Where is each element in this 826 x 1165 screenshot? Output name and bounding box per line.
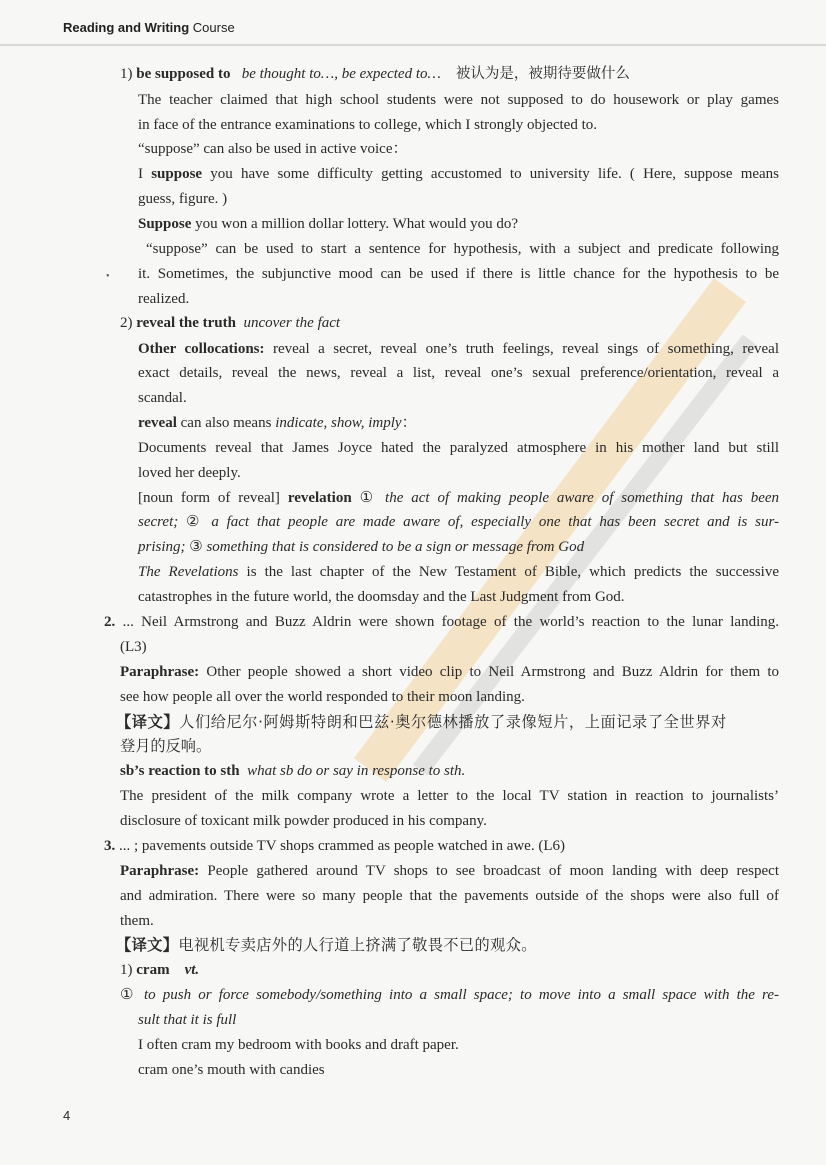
text-line: sb’s reaction to sth what sb do or say in response to sth.	[120, 763, 466, 779]
item-1-1-heading: 1) be supposed to be thought to…, be expected to… 被认为是，被期待要做什么	[120, 66, 630, 82]
header-divider	[0, 44, 826, 46]
text-line: cram one’s mouth with candies	[138, 1062, 325, 1078]
text-line: “suppose” can also be used in active voice：	[138, 141, 408, 157]
text-line: I often cram my bedroom with books and draft paper.	[138, 1037, 459, 1053]
text-line: The teacher claimed that high school students were not supposed to do housework or play games	[138, 92, 779, 108]
text-line: catastrophes in the future world, the doomsday and the Last Judgment from God.	[138, 589, 625, 605]
text-line: disclosure of toxicant milk powder produced in his company.	[120, 813, 487, 829]
text-line: ① to push or force somebody/something into a small space; to move into a small space with the re-	[120, 987, 779, 1003]
text-line: Other collocations: reveal a secret, reveal one’s truth feelings, reveal sings of something, reveal	[138, 341, 779, 357]
text-line: Paraphrase: Other people showed a short video clip to Neil Armstrong and Buzz Aldrin for them to	[120, 664, 780, 680]
translation-line: 【译文】人们给尼尔·阿姆斯特朗和巴兹·奥尔德林播放了录像短片，上面记录了全世界对	[116, 713, 727, 731]
text-line: exact details, reveal the news, reveal a list, reveal one’s sexual preference/orientation, reveal a	[138, 365, 779, 381]
text-line: Suppose you won a million dollar lottery. What would you do?	[138, 216, 518, 232]
text-line: secret; ② a fact that people are made aware of, especially one that has been secret and is sur-	[138, 514, 780, 530]
item-3-1-heading: 1) cram vt.	[120, 962, 200, 978]
text-line: prising; ③ something that is considered to be a sign or message from God	[138, 539, 585, 555]
text-line: in face of the entrance examinations to college, which I strongly objected to.	[138, 117, 598, 133]
running-header	[63, 20, 235, 35]
text-line: see how people all over the world responded to their moon landing.	[120, 689, 525, 705]
header-course-title: Reading and Writing	[63, 20, 190, 35]
text-line: loved her deeply.	[138, 465, 241, 481]
item-3-heading: 3. ... ; pavements outside TV shops crammed as people watched in awe. (L6)	[104, 838, 565, 854]
text-line: realized.	[138, 291, 190, 307]
margin-dot: •	[106, 271, 110, 282]
translation-line: 登月的反响。	[120, 737, 212, 755]
text-line: sult that it is full	[138, 1012, 237, 1028]
text-line: guess, figure. )	[138, 191, 228, 207]
item-2-heading: 2. ... Neil Armstrong and Buzz Aldrin were shown footage of the world’s reaction to the lunar landing.	[104, 614, 780, 630]
text-line: them.	[120, 913, 154, 929]
text-line: The president of the milk company wrote a letter to the local TV station in reaction to journalists’	[120, 788, 779, 804]
text-line: scandal.	[138, 390, 187, 406]
text-line: (L3)	[120, 639, 147, 655]
text-line: Documents reveal that James Joyce hated the paralyzed atmosphere in his mother land but still	[138, 440, 779, 456]
text-line: and admiration. There were so many people that the pavements outside of the shops were also full of	[120, 888, 779, 904]
text-line: [noun form of reveal] revelation ① the act of making people aware of something that has been	[138, 490, 780, 506]
text-line: Paraphrase: People gathered around TV shops to see broadcast of moon landing with deep respect	[120, 863, 780, 879]
item-1-2-heading: 2) reveal the truth uncover the fact	[120, 315, 341, 331]
text-line: “suppose” can be used to start a sentence for hypothesis, with a subject and predicate following	[146, 241, 779, 257]
header-course-word: Course	[192, 20, 235, 35]
text-line: I suppose you have some difficulty getting accustomed to university life. ( Here, suppose means	[138, 166, 780, 182]
text-line: reveal can also means indicate, show, imply：	[138, 415, 417, 431]
text-line: The Revelations is the last chapter of the New Testament of Bible, which predicts the successive	[138, 564, 780, 580]
text-line: it. Sometimes, the subjunctive mood can be used if there is little chance for the hypothesis to be	[138, 266, 779, 282]
translation-line: 【译文】电视机专卖店外的人行道上挤满了敬畏不已的观众。	[116, 936, 537, 954]
page-number: 4	[63, 1108, 71, 1123]
